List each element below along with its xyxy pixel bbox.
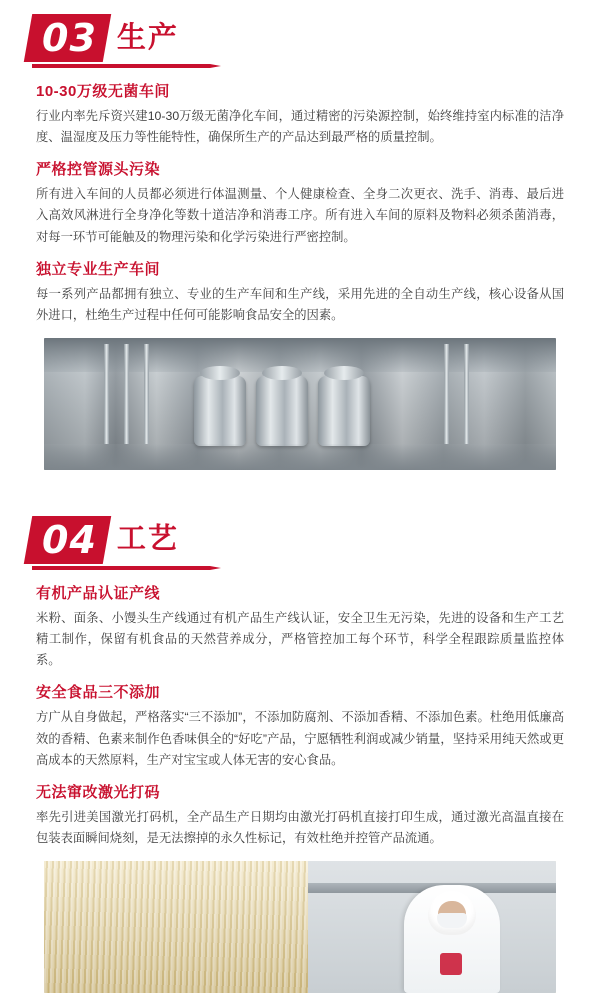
section-underline-arrow bbox=[32, 64, 210, 68]
subheading-organic-certification: 有机产品认证产线 bbox=[36, 584, 161, 602]
paragraph-source-control: 所有进入车间的人员都必须进行体温测量、个人健康检查、全身二次更衣、洗手、消毒、最后进入高效风淋进行全身净化等数十道洁净和消毒工序。所有进入车间的原料及物料必须杀菌消毒，对每一环节可能触及的物理污染和化学污染进行严密控制。 bbox=[36, 187, 564, 244]
section-number-badge bbox=[24, 14, 111, 62]
section-heading-04 bbox=[28, 516, 572, 572]
photo-factory-tanks bbox=[44, 338, 556, 470]
photo-noodles-and-worker bbox=[44, 861, 556, 993]
paragraph-dedicated-workshop: 每一系列产品都拥有独立、专业的生产车间和生产线，采用先进的全自动生产线，核心设备从国外进口，杜绝生产过程中任何可能影响食品安全的因素。 bbox=[36, 286, 564, 322]
section-underline-arrow bbox=[32, 566, 210, 570]
face-mask-icon bbox=[437, 913, 467, 928]
subheading-no-additives: 安全食品三不添加 bbox=[36, 684, 161, 702]
subheading-dedicated-workshop: 独立专业生产车间 bbox=[36, 260, 161, 278]
section-badge-03 bbox=[28, 14, 179, 62]
document-page bbox=[0, 14, 600, 877]
section-badge-04 bbox=[28, 516, 179, 564]
paragraph-aseptic-workshop: 行业内率先斥资兴建10-30万级无菌净化车间，通过精密的污染源控制，始终维持室内标准的洁净度、温湿度及压力等性能特性，确保所生产的产品达到最严格的质量控制。 bbox=[36, 109, 564, 145]
storage-tank bbox=[194, 376, 246, 446]
pipe-decoration bbox=[144, 344, 149, 444]
section-heading-03 bbox=[28, 14, 572, 70]
subheading-aseptic-workshop: 10-30万级无菌车间 bbox=[36, 83, 170, 100]
pipe-decoration bbox=[464, 344, 469, 444]
company-logo-icon bbox=[440, 953, 462, 975]
storage-tank bbox=[256, 376, 308, 446]
paragraph-organic-certification: 米粉、面条、小馒头生产线通过有机产品生产线认证，安全卫生无污染，先进的设备和生产工艺精工制作，保留有机食品的天然营养成分，严格管控加工每个环节，科学全程跟踪质量监控体系。 bbox=[36, 610, 564, 668]
storage-tank bbox=[318, 376, 370, 446]
workshop-background bbox=[308, 861, 556, 993]
subheading-laser-coding: 无法窜改激光打码 bbox=[36, 783, 161, 801]
pipe-decoration bbox=[104, 344, 109, 444]
section-number-badge bbox=[24, 516, 111, 564]
section-title-text: 生产 bbox=[116, 21, 179, 54]
section-number-text: 03 bbox=[42, 16, 97, 60]
section-number-text: 04 bbox=[42, 517, 97, 562]
pipe-decoration bbox=[124, 344, 129, 444]
pipe-decoration bbox=[444, 344, 449, 444]
worker-in-cleanroom-suit bbox=[404, 885, 500, 993]
paragraph-laser-coding: 率先引进美国激光打码机，全产品生产日期均由激光打码机直接打印生成，通过激光高温直接在包装表面瞬间烧刻，是无法擦掉的永久性标记，有效杜绝并控管产品流通。 bbox=[36, 809, 564, 845]
subheading-source-control: 严格控管源头污染 bbox=[36, 161, 161, 179]
section-title-text: 工艺 bbox=[116, 523, 179, 556]
paragraph-no-additives: 方广从自身做起，严格落实“三不添加”，不添加防腐剂、不添加香精、不添加色素。杜绝用低廉高效的香精、色素来制作色香味俱全的“好吃”产品，宁愿牺牲利润或减少销量，坚持采用纯天然或更高成本的天然原料，生产对宝宝或人体无害的安心食品。 bbox=[36, 710, 564, 767]
